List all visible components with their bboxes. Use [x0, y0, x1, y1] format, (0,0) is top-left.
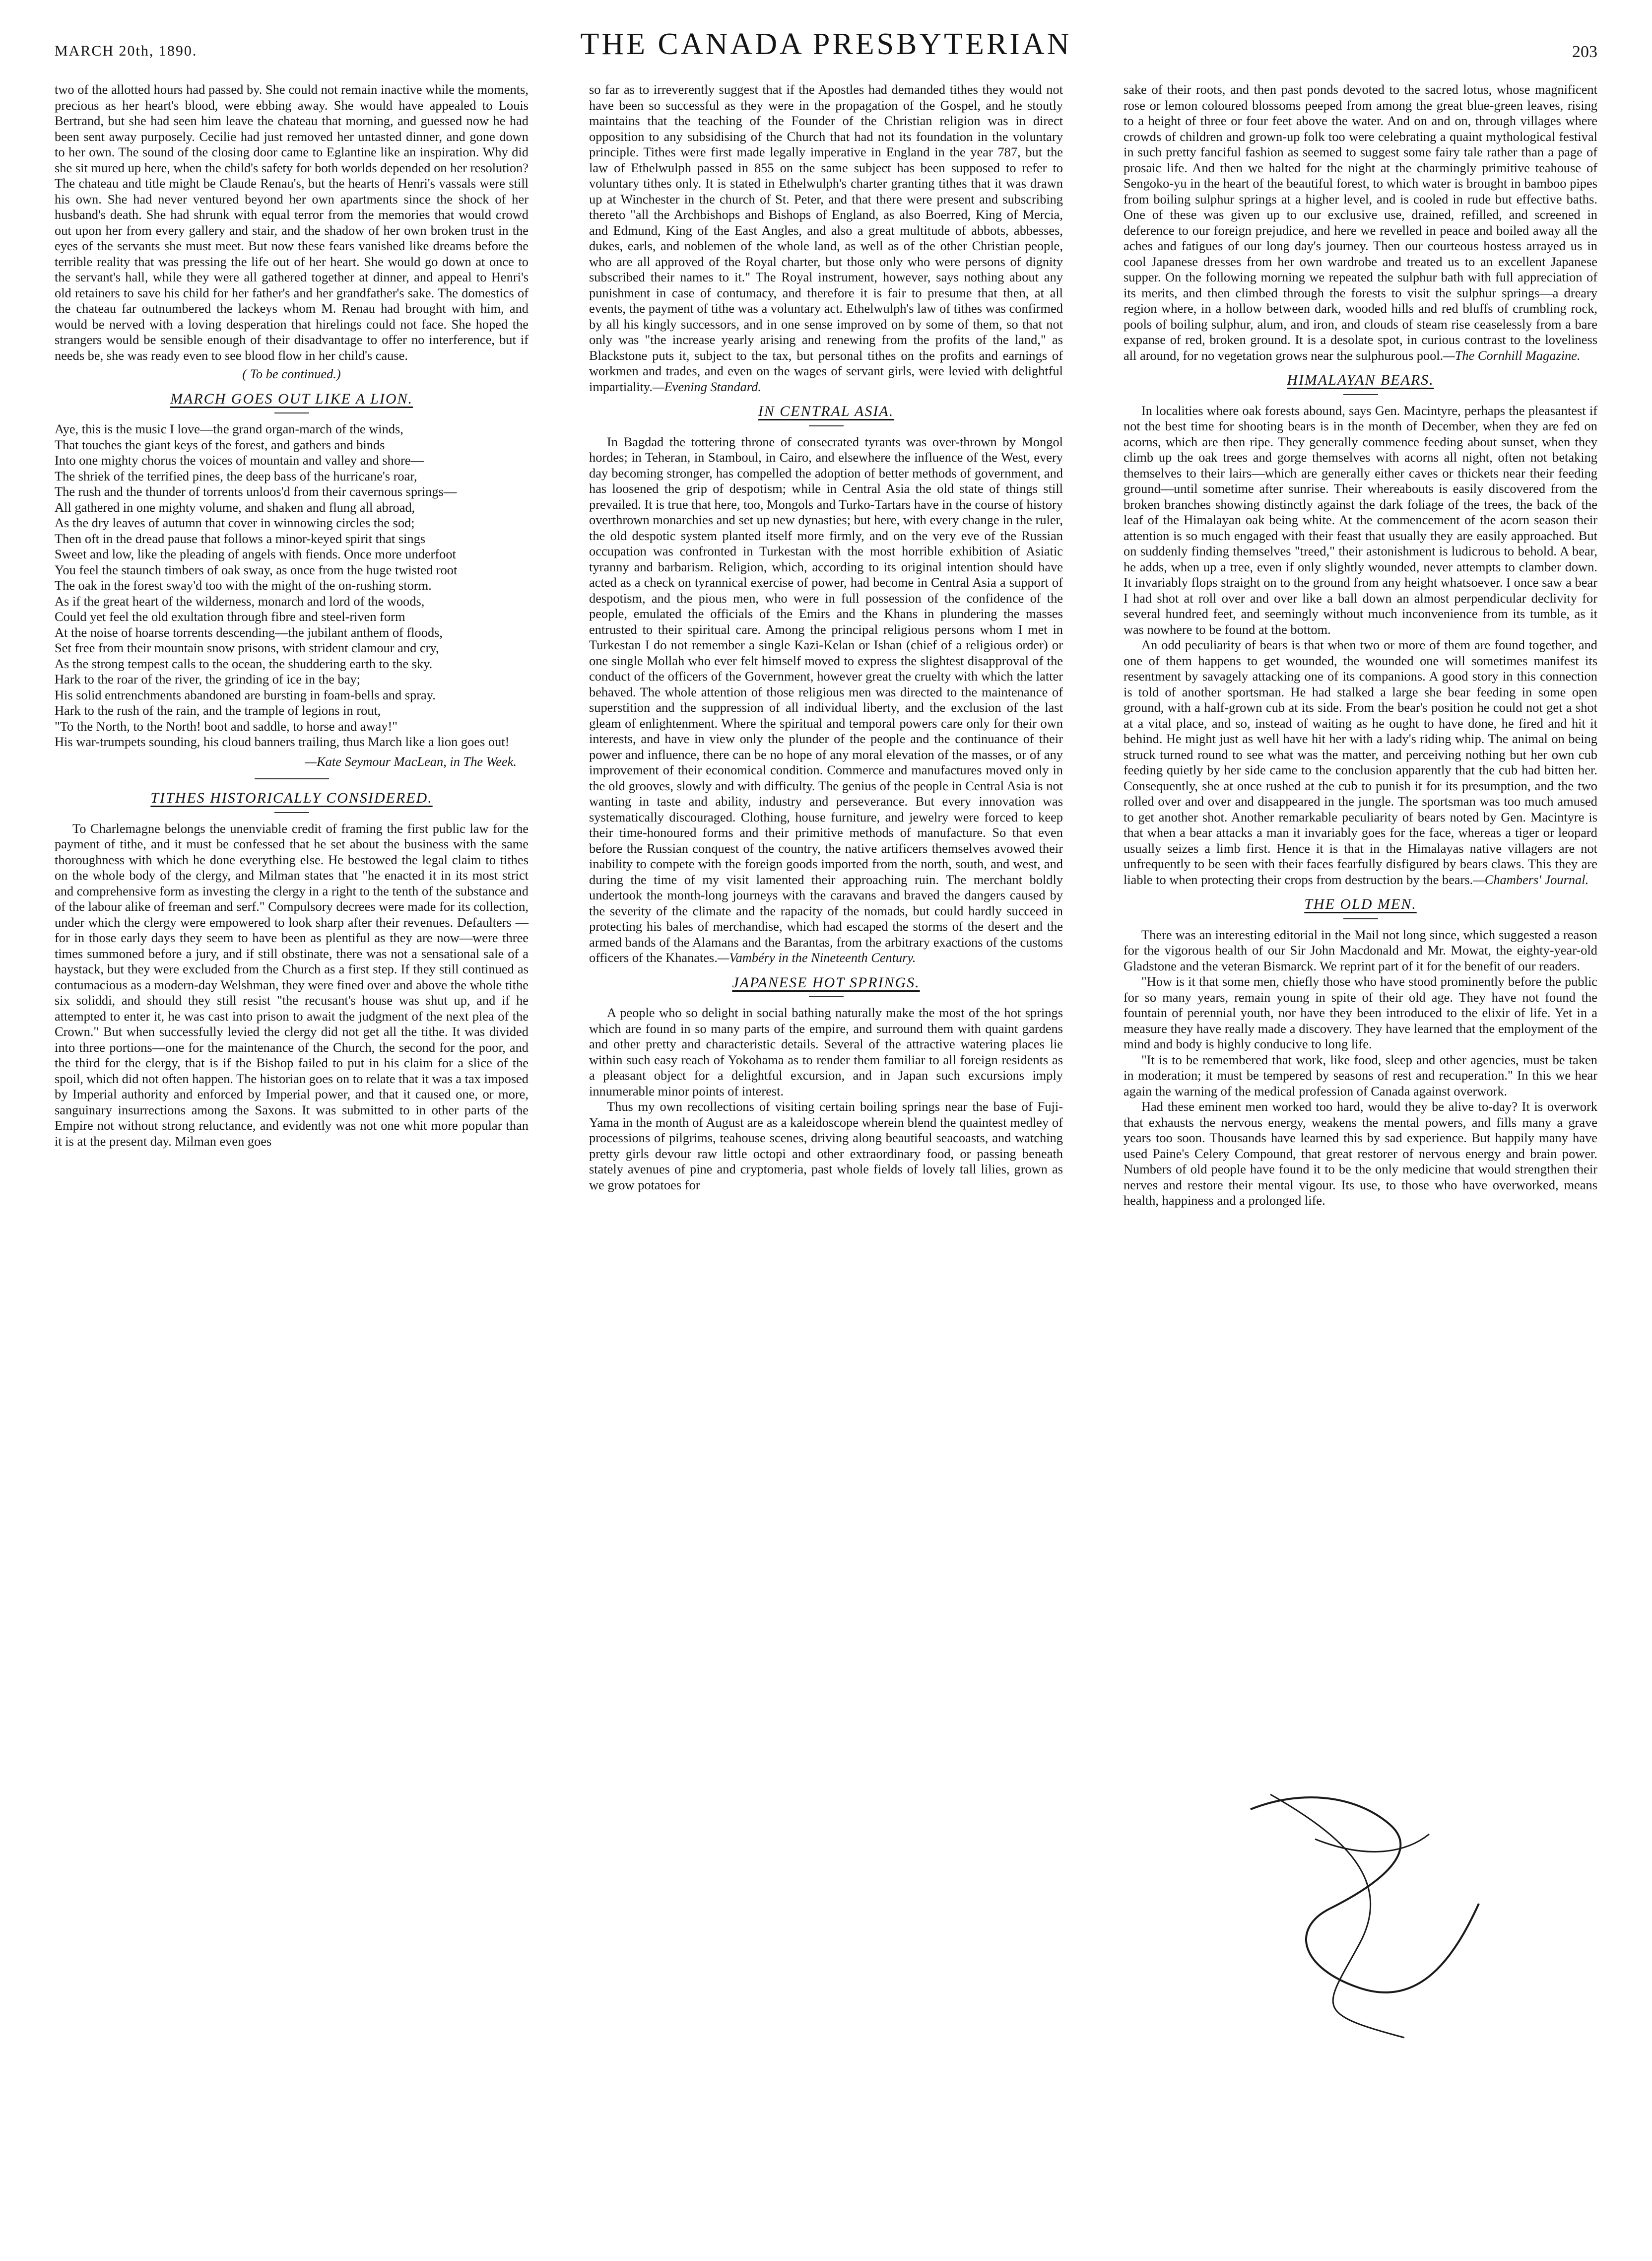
poem-line: "To the North, to the North! boot and saddle, to horse and away!": [55, 718, 398, 734]
issue-date: MARCH 20th, 1890.: [55, 43, 198, 59]
poem-credit: —Kate Seymour MacLean, in The Week.: [305, 754, 517, 769]
column-1: [55, 82, 529, 1149]
bears-credit: —Chambers' Journal.: [1473, 872, 1589, 887]
poem-line: All gathered in one mighty volume, and shaken and flung all abroad,: [55, 499, 415, 515]
asia-credit: —Vambéry in the Nineteenth Century.: [717, 950, 916, 965]
divider: [255, 778, 329, 779]
bears-paragraph: An odd peculiarity of bears is that when two or more of them are found together, and one of them happens to get wounded, the wounded one will sometimes manifest its resentment by savagely attacking one of its companions. A good story in this connection is told of another sportsman. He had stalked a large she bear feeding in some open ground, with a half-grown cub at its side. From the bear's position he could not get a shot at a vital place, and so, instead of waiting as he ought to have done, he fired and hit it behind. He might just as well have hit her with a lady's riding whip. The animal on being struck turned round to see what was the matter, and perceiving nothing but her own cub feeding quietly by her side came to the conclusion apparently that the cub had bitten her. Consequently, she at once rushed at the cub to punish it for its presumption, and the two rolled over and over and disappeared in the jungle. The sportsman was too much amused to get another shot. Another remarkable peculiarity of bears noted by Gen. Macintyre is that when a bear attacks a man it invariably goes for the face, whereas a tiger or leopard usually seizes a limb first. Hence it is that in the Himalayas native villagers are not unfrequently to be seen with their faces fearfully disfigured by bears claws. This they are liable to when protecting their crops from destruction by the bears.—Chambers' Journal.: [1123, 637, 1597, 887]
springs-paragraph: A people who so delight in social bathing naturally make the most of the hot springs which are found in so many parts of the empire, and surround them with quaint gardens and other pretty and characteristic details. Several of the attractive watering places lie within such easy reach of Yokohama as to render them familiar to all foreign residents as a pleasant object for a delightful excursion, and in Japan such excursions imply innumerable minor points of interest.: [589, 1005, 1063, 1098]
poem-line: At the noise of hoarse torrents descending—the jubilant anthem of floods,: [55, 624, 443, 640]
poem-line: Sweet and low, like the pleading of angels with fiends. Once more underfoot: [55, 547, 456, 561]
poem-line: His solid entrenchments abandoned are bursting in foam-bells and spray.: [55, 687, 436, 702]
springs-paragraph: Thus my own recollections of visiting certain boiling springs near the base of Fuji-Yama in the month of August are as a kaleidoscope wherein blend the quaintest medley of processions of pilgrims, teahouse scenes, driving along beautiful seacoasts, and watching pretty girls devour raw little octopi and other extraordinary food, or passing beneath stately avenues of pine and cryptomeria, past whole fields of lovely tall lilies, grown as we grow potatoes for: [589, 1099, 1063, 1192]
oldmen-paragraph: "How is it that some men, chiefly those who have stood prominently before the public for so many years, remain young in spite of their old age. They have not found the fountain of perennial youth, nor have they been introduced to the elixir of life. Yet in a measure they have really made a discovery. They have learned that the employment of the mind and body is highly conducive to long life.: [1123, 974, 1597, 1051]
poem-line: Set free from their mountain snow prisons, with strident clamour and cry,: [55, 640, 439, 655]
column-3: [1123, 82, 1597, 1209]
poem-line: Hark to the rush of the rain, and the trample of legions in rout,: [55, 703, 381, 718]
poem-line: The rush and the thunder of torrents unloos'd from their cavernous springs—: [55, 484, 457, 499]
poem-line: Hark to the roar of the river, the grinding of ice in the bay;: [55, 672, 360, 686]
poem-line: As the strong tempest calls to the ocean, the shuddering earth to the sky.: [55, 656, 433, 671]
poem: [55, 421, 529, 750]
oldmen-paragraph: "It is to be remembered that work, like food, sleep and other agencies, must be taken in moderation; it must be tempered by seasons of rest and recuperation." In this we hear again the warning of the medical profession of Canada against overwork.: [1123, 1052, 1597, 1098]
oldmen-title: THE OLD MEN.: [1123, 896, 1597, 919]
tithes-article-body: To Charlemagne belongs the unenviable credit of framing the first public law for the payment of tithe, and it must be confessed that he set about the business with the same thoroughness with which he done everything else. He bestowed the legal claim to tithes on the whole body of the clergy, and Milman states that "he enacted it in its most strict and comprehensive form as investing the clergy in a right to the tenth of the substance and of the labour alike of freeman and serf." Compulsory decrees were made for its collection, under which the clergy were empowered to look sharp after their revenues. Defaulters —for in those early days they seem to have been as plentiful as they are now—were three times summoned before a jury, and if still obstinate, there was not a sensational sale of a haystack, but they were excluded from the Church as a first step. If they still continued as contumacious as a modern-day Welshman, they were fined over and above the whole tithe six soliddi, and should they still resist "the recusant's house was shut up, and if he attempted to enter it, he was cast into prison to await the judgment of the next plea of the Crown." But when successfully levied the clergy did not get all the tithe. It was divided into three portions—one for the maintenance of the Church, the second for the poor, and the third for the clergy, that is if the Bishop failed to put in his claim for a slice of the spoil, which did not often happen. The historian goes on to relate that it was a tax imposed by Imperial authority and enforced by Imperial power, and that it caused one, or more, sanguinary insurrections among the Saxons. It was submitted to in other parts of the Empire not without strong reluctance, and evidently was not one whit more popular than it is at the present day. Milman even goes: [55, 821, 529, 1149]
poem-line: The oak in the forest sway'd too with the might of the on-rushing storm.: [55, 578, 432, 593]
tithes-title: TITHES HISTORICALLY CONSIDERED.: [55, 790, 529, 813]
asia-article-body: In Bagdad the tottering throne of consecrated tyrants was over-thrown by Mongol hordes; in Teheran, in Stamboul, in Cairo, and elsewhere the influence of the West, every day becoming stronger, has compelled the adoption of better methods of government, and has loosened the grip of despotism; while in Central Asia the old state of things still prevailed. It is true that here, too, Mongols and Turko-Tartars have in the course of history overthrown monarchies and set up new dynasties; but here, with every change in the ruler, the old despotic system planted itself more firmly, and on the very eve of the Russian occupation was confronted in Turkestan with the most horrible exhibition of Asiatic tyranny and barbarism. Religion, which, according to its original intention should have acted as a check on tyrannical exercise of power, had become in Central Asia a support of despotism, and the pious men, who were in full possession of the confidence of the people, emulated the officials of the Emirs and the Khans in plundering the masses entrusted to their spiritual care. Among the principal religious persons whom I met in Turkestan I do not remember a single Kazi-Kelan or Ishan (chief of a religious order) or one single Mollah who ever felt himself moved to express the slightest disapproval of the conduct of the officers of the Government, however great the cruelty with which the latter behaved. The whole attention of those religious men was directed to the maintenance of superstition and the suppression of all individual liberty, and the exclusion of the last gleam of enlightenment. Where the spiritual and temporal powers care only for their own interests, and have in view only the plunder of the people and the continuance of their power and influence, there can be no hope of any moral elevation of the masses, or of any improvement of their economical condition. Commerce and manufactures moved only in the old grooves, slowly and with difficulty. The genius of the people in Central Asia is not wanting in taste and ability, industry and perseverance. But every innovation was systematically discouraged. Clothing, house furniture, and jewelry were forced to keep their time-honoured forms and their primitive methods of manufacture. So that even before the Russian conquest of the country, the native artificers themselves avowed their inability to compete with the foreign goods imported from the north, south, and west, and during the time of my visit lamented their approaching ruin. The merchant boldly undertook the month-long journeys with the caravans and braved the dangers caused by the severity of the climate and the rapacity of the nomads, but could hardly succeed in protecting his bales of merchandise, which had escaped the storms of the desert and the armed bands of the Alamans and the Barantas, from the arbitrary exactions of the customs officers of the Khanates.—Vambéry in the Nineteenth Century.: [589, 434, 1063, 965]
page-number: 203: [1572, 43, 1597, 61]
springs-credit: —The Cornhill Magazine.: [1443, 347, 1581, 363]
springs-title: JAPANESE HOT SPRINGS.: [589, 975, 1063, 998]
tithes-credit: —Evening Standard.: [653, 379, 761, 394]
masthead: [55, 20, 1597, 69]
asia-title: IN CENTRAL ASIA.: [589, 404, 1063, 426]
poem-line: That touches the giant keys of the forest, and gathers and binds: [55, 437, 385, 452]
story-continuation: two of the allotted hours had passed by. She could not remain inactive while the moments, precious as her heart's blood, were ebbing away. She would have appealed to Louis Bertrand, but she had seen him leave the chateau that morning, and guessed now he had been sent away purposely. Cecilie had just removed her untasted dinner, and gone down to her own. The sound of the closing door came to Eglantine like an inspiration. Why did she sit mured up here, when the child's safety for both worlds depended on her resolution? The chateau and title might be Claude Renau's, but the hearts of Henri's vassals were still his own. She had never ventured beyond her own apartments since the shock of her husband's death. She had shrunk with equal terror from the memories that would crowd out upon her from every gallery and stair, and the shadow of her own broken trust in the eyes of the servants she must meet. But now these fears vanished like dreams before the terrible reality that was pressing the life out of her heart. She would go down at once to the servant's hall, while they were all gathered together at dinner, and appeal to Henri's old retainers to save his child for her father's and her grandfather's sake. The domestics of the chateau far outnumbered the lackeys whom M. Renau had brought with him, and would be nerved with a loving desperation that hirelings could not face. She hoped the strangers would be sensible enough of their disadvantage to offer no interference, but if needs be, she was ready even to see blood flow in her child's cause.: [55, 82, 529, 363]
bears-paragraph: In localities where oak forests abound, says Gen. Macintyre, perhaps the pleasantest if not the best time for shooting bears is in the month of December, when they are fed on acorns, which are then ripe. They generally commence feeding about sunset, when they climb up the oak trees and gorge themselves with acorns all night, often not betaking themselves to their lairs—which are generally either caves or thickets near their feeding ground—until sometime after sunrise. Their whereabouts is easily discovered from the broken branches showing distinctly against the dark foliage of the trees, the back of the leaf of the Himalayan oak being white. At the commencement of the acorn season their attention is so much engaged with their feast that usually they are easily approached. But on suddenly finding themselves "treed," their astonishment is ludicrous to behold. A bear, he adds, when up a tree, even if only slightly wounded, never attempts to clamber down. It invariably flops straight on to the ground from any height whatsoever. I once saw a bear I had shot at roll over and over like a ball down an almost perpendicular declivity for several hundred feet, and seemingly without much inconvenience from its tumble, as it was nowhere to be found at the bottom.: [1123, 403, 1597, 637]
poem-line: Could yet feel the old exultation through fibre and steel-riven form: [55, 609, 405, 624]
column-2: [589, 82, 1063, 1193]
poem-line: His war-trumpets sounding, his cloud banners trailing, thus March like a lion goes out!: [55, 734, 510, 749]
poem-line: Into one mighty chorus the voices of mountain and valley and shore—: [55, 453, 424, 468]
poem-line: You feel the staunch timbers of oak sway, as once from the huge twisted root: [55, 562, 458, 577]
oldmen-paragraph: Had these eminent men worked too hard, would they be alive to-day? It is overwork that exhausts the nervous energy, weakens the mental powers, and fills many a grave years too soon. Thousands have learned this by sad experience. But happily many have used Paine's Celery Compound, that great restorer of nervous energy and brain power. Numbers of old people have found it to be the only medicine that would strengthen their nerves and restore their mental vigour. Its use, to those who have overworked, means health, happiness and a prolonged life.: [1123, 1099, 1597, 1208]
poem-line: Aye, this is the music I love—the grand organ-march of the winds,: [55, 421, 403, 436]
poem-title: MARCH GOES OUT LIKE A LION.: [55, 391, 529, 414]
poem-line: As the dry leaves of autumn that cover in winnowing circles the sod;: [55, 515, 415, 530]
to-be-continued: ( To be continued.): [242, 366, 341, 381]
poem-line: As if the great heart of the wilderness, monarch and lord of the woods,: [55, 593, 425, 609]
tithes-article-continued: so far as to irreverently suggest that if the Apostles had demanded tithes they would not have been so successful as they were in the propagation of the Gospel, and he stoutly maintains that the teaching of the Founder of the Christian religion was in direct opposition to any subsidising of the Church that had not its foundation in the voluntary principle. Tithes were first made legally imperative in England in the year 787, but the law of Ethelwulph passed in 855 on the same subject has been supposed to refer to voluntary tithes only. It is stated in Ethelwulph's charter granting tithes that it was drawn up at Winchester in the church of St. Peter, and that there were present and subscribing thereto "all the Archbishops and Bishops of England, as also Boerred, King of Mercia, and Edmund, King of the East Angles, and also a great multitude of abbots, abbesses, dukes, earls, and noblemen of the whole land, as well as of the other Christian people, who are all approved of the Royal charter, but those only who were persons of dignity subscribed their names to it." The Royal instrument, however, says nothing about any punishment in case of contumacy, and therefore it is fair to presume that then, at all events, the payment of tithe was a voluntary act. Ethelwulph's law of tithes was confirmed by all his kingly successors, and in one sense improved on by some of them, so that not only was "the increase yearly arising and renewing from the profits of the land," as Blackstone puts it, subject to the tax, but personal tithes on the profits and earnings of workmen and trades, and even on the wages of servant girls, were levied with delightful impartiality.—Evening Standard.: [589, 82, 1063, 394]
poem-line: The shriek of the terrified pines, the deep bass of the hurricane's roar,: [55, 468, 417, 483]
bears-title: HIMALAYAN BEARS.: [1123, 372, 1597, 395]
poem-line: Then oft in the dread pause that follows a minor-keyed spirit that sings: [55, 531, 426, 546]
oldmen-paragraph: There was an interesting editorial in the Mail not long since, which suggested a reason for the vigorous health of our Sir John Macdonald and Mr. Mowat, the eighty-year-old Gladstone and the veteran Bismarck. We reprint part of it for the benefit of our readers.: [1123, 927, 1597, 973]
pen-scribble-mark: [1241, 1780, 1519, 2057]
newspaper-title: THE CANADA PRESBYTERIAN: [580, 27, 1072, 61]
springs-article-continued: sake of their roots, and then past ponds devoted to the sacred lotus, whose magnificent rose or lemon coloured blossoms peeped from among the great blue-green leaves, rising to a height of three or four feet above the water. And on and on, through villages where crowds of children and grown-up folk too were celebrating a quaint mythological festival in such pretty fanciful fashion as seemed to suggest some fairy tale rather than a page of prosaic life. And then we halted for the night at the charmingly primitive teahouse of Sengoko-yu in the heart of the beautiful forest, to which water is brought in bamboo pipes from boiling sulphur springs at a higher level, and is cooled in rude but effective baths. One of these was given up to our exclusive use, drained, refilled, and screened in deference to our foreign prejudice, and here we revelled in peace and boiled away all the aches and fatigues of our long day's journey. Then our courteous hostess arrayed us in cool Japanese dresses from her own wardrobe and treated us to an excellent Japanese supper. On the following morning we repeated the sulphur bath with full appreciation of its merits, and then climbed through the forests to visit the sulphur springs—a dreary region where, in a hollow between dark, wooded hills and red bluffs of crumbling rock, pools of boiling sulphur, alum, and iron, and clouds of steam rise ceaselessly from a bare expanse of red, broken ground. It is a desolate spot, in curious contrast to the loveliness all around, for no vegetation grows near the sulphurous pool.—The Cornhill Magazine.: [1123, 82, 1597, 363]
